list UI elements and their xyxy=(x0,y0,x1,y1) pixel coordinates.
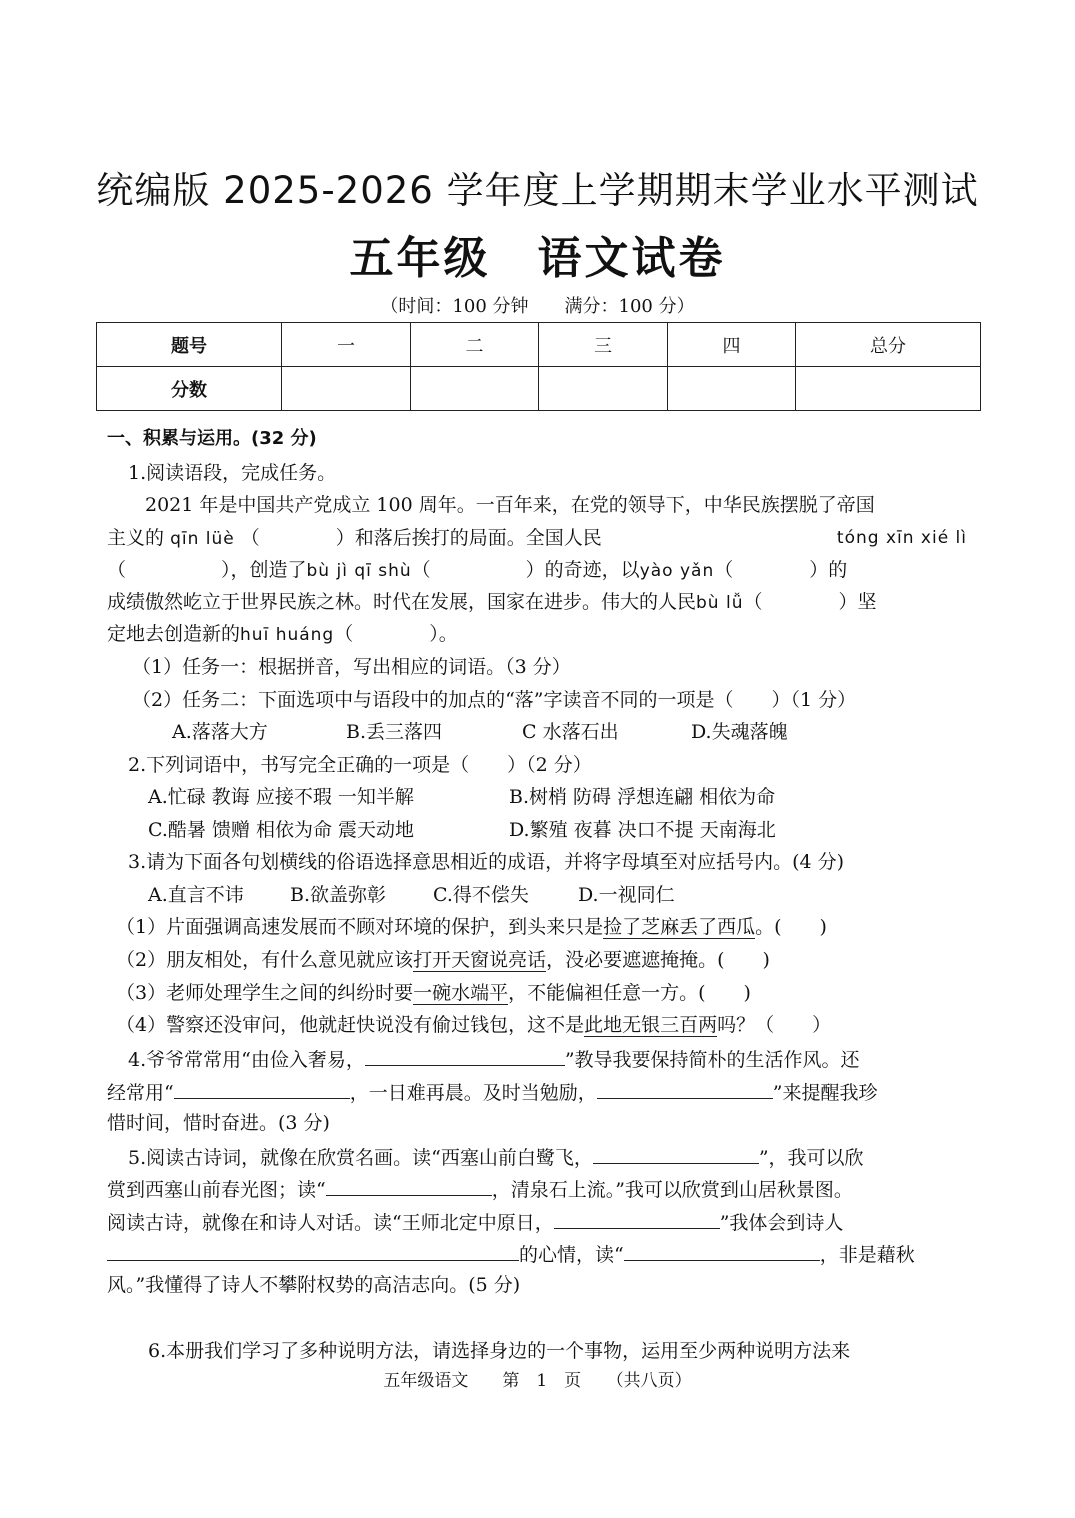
option: C.酷暑 馈赠 相依为命 震天动地 xyxy=(148,819,415,841)
score-cell: 二 xyxy=(411,323,539,367)
q1-paragraph-line: （ ），创造了bù jì qī shù（ ）的奇迹，以yào yǎn（ ）的 xyxy=(107,559,848,581)
option: A.直言不讳 xyxy=(148,884,244,906)
pinyin: bù jì qī shù xyxy=(306,561,412,581)
option: B.树梢 防碍 浮想连翩 相依为命 xyxy=(509,786,776,808)
option: C.得不偿失 xyxy=(433,884,529,906)
q1-paragraph-line: 定地去创造新的huī huáng（ ）。 xyxy=(107,623,458,645)
option: A.落落大方 xyxy=(172,721,268,743)
score-cell: 题号 xyxy=(97,323,282,367)
q5-line: 风。”我懂得了诗人不攀附权势的高洁志向。(5 分) xyxy=(107,1274,521,1296)
q2-stem: 2.下列词语中，书写完全正确的一项是（ ）（2 分） xyxy=(128,754,592,776)
score-cell-empty xyxy=(796,367,981,411)
q5-line: 5.阅读古诗词，就像在欣赏名画。读“西塞山前白鹭飞， ”，我可以欣 xyxy=(128,1141,864,1173)
answer-blank[interactable] xyxy=(174,1076,350,1099)
underlined-idiom: 此地无银三百两 xyxy=(584,1014,718,1036)
answer-blank[interactable] xyxy=(107,1238,519,1261)
underlined-idiom: 打开天窗说亮话 xyxy=(413,949,547,971)
answer-blank[interactable] xyxy=(554,1206,720,1229)
q3-sentence: （4）警察还没审问，他就赶快说没有偷过钱包，这不是此地无银三百两吗？（ ） xyxy=(116,1014,832,1036)
score-cell-empty xyxy=(668,367,796,411)
pinyin: bù lǚ xyxy=(696,593,744,613)
score-table xyxy=(96,322,981,411)
q1-paragraph-line: 成绩傲然屹立于世界民族之林。时代在发展，国家在进步。伟大的人民bù lǚ（ ）坚 xyxy=(107,591,877,613)
exam-meta: （时间：100 分钟 满分：100 分） xyxy=(380,296,695,317)
q5-line: 的心情，读“ ，非是藉秋 xyxy=(107,1238,915,1270)
pinyin: tóng xīn xié lì xyxy=(836,528,967,548)
q2-options xyxy=(148,782,775,812)
q3-options xyxy=(148,880,675,910)
q1-options xyxy=(172,717,788,747)
option: D.失魂落魄 xyxy=(691,721,788,743)
option: A.忙碌 教诲 应接不瑕 一知半解 xyxy=(148,786,414,808)
score-cell: 四 xyxy=(668,323,796,367)
q1-intro: 1.阅读语段，完成任务。 xyxy=(128,462,337,484)
q2-options xyxy=(148,815,776,845)
pinyin: huī huáng xyxy=(240,625,335,645)
exam-title: 统编版 2025-2026 学年度上学期期末学业水平测试 xyxy=(96,169,979,212)
pinyin: qīn lüè xyxy=(170,529,235,549)
option: B.丢三落四 xyxy=(346,721,443,743)
option: B.欲盖弥彰 xyxy=(290,884,387,906)
q1-paragraph-line xyxy=(107,523,967,554)
score-cell-empty xyxy=(282,367,411,411)
underlined-idiom: 一碗水端平 xyxy=(413,982,509,1004)
answer-blank[interactable] xyxy=(365,1043,565,1066)
underlined-idiom: 捡了芝麻丢了西瓜 xyxy=(603,916,756,938)
option: D.繁殖 夜暮 决口不提 天南海北 xyxy=(509,819,776,841)
score-cell-empty xyxy=(411,367,539,411)
score-cell: 分数 xyxy=(97,367,282,411)
score-cell: 一 xyxy=(282,323,411,367)
section-heading: 一、积累与运用。(32 分) xyxy=(107,428,317,449)
q1-paragraph-line: 2021 年是中国共产党成立 100 周年。一百年来，在党的领导下，中华民族摆脱了帝国 xyxy=(145,494,875,516)
q4-line: 4.爷爷常常用“由俭入奢易， ”教导我要保持简朴的生活作风。还 xyxy=(128,1043,860,1075)
q6-line: 6.本册我们学习了多种说明方法，请选择身边的一个事物，运用至少两种说明方法来 xyxy=(148,1340,851,1362)
q3-sentence: （1）片面强调高速发展而不顾对环境的保护，到头来只是捡了芝麻丢了西瓜。( ) xyxy=(116,916,827,938)
score-table-header-row xyxy=(97,323,981,367)
q3-stem: 3.请为下面各句划横线的俗语选择意思相近的成语，并将字母填至对应括号内。(4 分) xyxy=(128,851,845,873)
q5-line: 阅读古诗，就像在和诗人对话。读“王师北定中原日， ”我体会到诗人 xyxy=(107,1206,843,1238)
answer-blank[interactable] xyxy=(597,1076,773,1099)
answer-blank[interactable] xyxy=(326,1173,492,1196)
pinyin: yào yǎn xyxy=(639,561,715,581)
q1-text: 主义的 qīn lüè （ ）和落后挨打的局面。全国人民 xyxy=(107,527,602,549)
score-cell-empty xyxy=(539,367,668,411)
q1-task1: （1）任务一：根据拼音，写出相应的词语。（3 分） xyxy=(132,656,571,678)
q1-task2: （2）任务二：下面选项中与语段中的加点的“落”字读音不同的一项是（ ）（1 分） xyxy=(132,689,857,711)
page-footer: 五年级语文 第 1 页 （共八页） xyxy=(383,1371,692,1391)
option: C 水落石出 xyxy=(522,721,619,743)
option: D.一视同仁 xyxy=(578,884,675,906)
exam-subtitle: 五年级 语文试卷 xyxy=(349,233,726,284)
q3-sentence: （3）老师处理学生之间的纠纷时要一碗水端平，不能偏袒任意一方。( ) xyxy=(116,982,751,1004)
score-table-score-row xyxy=(97,367,981,411)
q4-line: 经常用“ ，一日难再晨。及时当勉励， ”来提醒我珍 xyxy=(107,1076,877,1108)
score-cell: 总分 xyxy=(796,323,981,367)
q3-sentence: （2）朋友相处，有什么意见就应该打开天窗说亮话，没必要遮遮掩掩。( ) xyxy=(116,949,770,971)
q5-line: 赏到西塞山前春光图；读“ ，清泉石上流。”我可以欣赏到山居秋景图。 xyxy=(107,1173,853,1205)
score-cell: 三 xyxy=(539,323,668,367)
q4-line: 惜时间，惜时奋进。(3 分) xyxy=(107,1112,330,1134)
answer-blank[interactable] xyxy=(624,1238,820,1261)
answer-blank[interactable] xyxy=(593,1141,759,1164)
